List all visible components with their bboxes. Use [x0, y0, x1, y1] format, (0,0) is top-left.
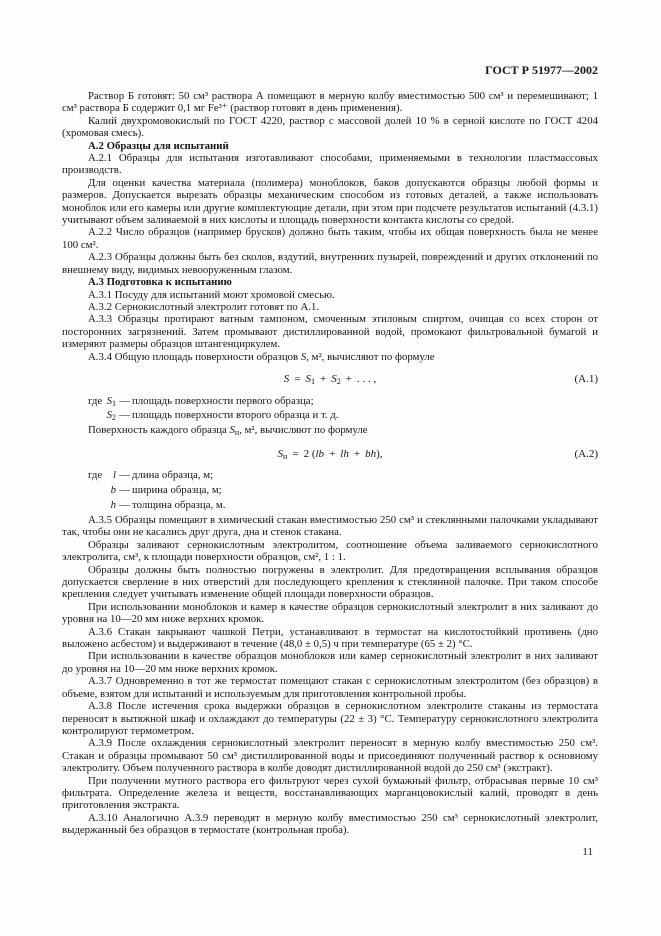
where-symbol: [103, 395, 116, 407]
where-symbol-letter: S: [106, 409, 112, 421]
where-dash: —: [119, 499, 130, 511]
where-dash: —: [119, 484, 130, 496]
text-block-upper: [62, 90, 598, 363]
paragraph-a2-3: А.2.3 Образцы должны быть без сколов, вздутий, внутренних пузырей, повреждений и других отклонений по внешнему виду, видимых невооруженным глазом.: [62, 251, 598, 276]
formula-a2-term1: lb: [315, 448, 325, 460]
where-prefix: [88, 484, 103, 496]
paragraph-monoblocks-2: При использовании в качестве образцов моноблоков или камер сернокислотный электролит в них заливают до уровня на 10—20 мм ниже верхних кромок.: [62, 650, 598, 675]
standard-header: ГОСТ Р 51977—2002: [485, 63, 598, 77]
where-prefix: где: [88, 395, 103, 407]
where-symbol-subscript: 1: [112, 399, 116, 409]
where-row-thickness: [88, 499, 598, 511]
paragraph-a3-5: А.3.5 Образцы помещают в химический стакан вместимостью 250 см³ и стеклянными палочками укладывают так, чтобы они не касались друг друга, дна и стенок стакана.: [62, 514, 598, 539]
formula-a1-term1: S: [305, 373, 311, 385]
where-dash: —: [119, 395, 130, 407]
formula-a2-lhs-subscript: н: [283, 452, 288, 462]
where-dash: —: [119, 469, 130, 481]
paragraph-a3-2: А.3.2 Сернокислотный электролит готовят по А.1.: [88, 300, 320, 313]
where-description: площадь поверхности первого образца;: [132, 395, 314, 407]
paragraph-each-sample-surface-text-end: , м², вычисляют по формуле: [239, 424, 368, 436]
formula-a2-plus1: +: [329, 448, 336, 460]
formula-a1-number: (А.1): [574, 373, 598, 385]
formula-a2-number: (А.2): [574, 448, 598, 460]
formula-a1-term1-subscript: 1: [310, 377, 316, 387]
formula-a2-lhs: S: [277, 448, 283, 460]
paragraph-solution-b: Раствор Б готовят: 50 см³ раствора А помещают в мерную колбу вместимостью 500 см³ и перемешивают; 1 см³ раствора Б содержит 0,1 мг Fe³⁺ (раствор готовят в день применения).: [62, 90, 598, 115]
formula-a2-plus2: +: [353, 448, 361, 460]
paragraph-a3-6: А.3.6 Стакан закрывают чашкой Петри, устанавливают в термостат на кислотостойкий противень (дно выложено асбестом) и выдерживают в течение (48,0 ± 0,5) ч при температуре (65 ± 2) °С.: [62, 625, 598, 651]
formula-a1-term2: S: [331, 373, 337, 385]
formula-a1-ellipsis: . . . ,: [357, 373, 377, 385]
symbol-sample-area-subscript: н: [234, 428, 240, 438]
where-row-s1: [88, 395, 598, 407]
section-heading-a3: А.3 Подготовка к испытанию: [88, 276, 232, 289]
paragraph-a3-3: А.3.3 Образцы протирают ватным тампоном, смоченным этиловым спиртом, очищая со всех сторон от посторонних загрязнений. Затем промывают дистиллированной водой, промокают фильтровальной бумагой и измеряют размеры образцов штангенциркулем.: [62, 313, 598, 351]
paragraph-material-quality: Для оценки качества материала (полимера) моноблоков, баков допускаются образцы любой формы и размеров. Допускается вырезать образцы механическим способом из готовых деталей, а также использовать моноблок или его камеры или другие комплектующие детали, при этом при подсчете результатов испытаний (4.3.1) учитывают объем заливаемой в них кислоты и площадь поверхности контакта кислоты со средой.: [62, 176, 598, 227]
formula-a2-term3: bh: [365, 448, 377, 460]
formula-a2: [62, 448, 598, 460]
where-row-width: [88, 484, 598, 496]
where-prefix: [88, 409, 103, 421]
formula-a2-equals: =: [292, 448, 299, 460]
text-block-lower: [62, 514, 598, 837]
where-prefix: [88, 499, 103, 511]
where-row-length: [88, 469, 598, 481]
paragraph-turbid-solution: При получении мутного раствора его фильтруют через сухой бумажный фильтр, отбрасывая первые 10 см³ фильтрата. Определение железа и веществ, восстанавливающих марганцовокислый калий, проводят в день приготовления экстракта.: [62, 774, 598, 812]
formula-a1-term2-subscript: 2: [336, 377, 341, 387]
paragraph-a3-9: А.3.9 После охлаждения сернокислотный электролит переносят в мерную колбу вместимостью 250 см³. Стакан и образцы промывают 50 см³ дистиллированной воды и присоединяют полученный раствор к основному электролиту. Объем полученного раствора в колбе доводят дистиллированной водой до 250 см³ (экстракт).: [62, 737, 598, 775]
where-symbol: h: [110, 499, 116, 511]
symbol-sample-area: S: [229, 424, 235, 436]
paragraph-a3-4: [62, 351, 598, 363]
formula-a2-factor: 2 (: [303, 448, 316, 460]
paragraph-a3-1: А.3.1 Посуду для испытаний моют хромовой смесью.: [88, 288, 335, 301]
where-symbol: b: [110, 484, 116, 496]
where-row-s2: [88, 409, 598, 421]
formula-a1-plus2: +: [345, 373, 353, 385]
paragraph-a3-8: А.3.8 После истечения срока выдержки образцов в сернокислотном электролите стаканы из термостата переносят в вытяжной шкаф и охлаждают до температуры (22 ± 3) °С. Температуру сернокислотного электролита контролируют термометром.: [62, 700, 598, 737]
where-description: длина образца, м;: [132, 469, 214, 481]
formula-a1: [62, 373, 598, 385]
paragraph-a2-1: А.2.1 Образцы для испытания изготавливают способами, применяемыми в технологии пластмассовых производств.: [62, 152, 598, 177]
paragraph-a2-2: А.2.2 Число образцов (например брусков) должно быть таким, чтобы их общая поверхность была не менее 100 см².: [62, 226, 598, 251]
where-dash: —: [119, 409, 130, 421]
where-description: ширина образца, м;: [132, 484, 222, 496]
where-description: площадь поверхности второго образца и т. д.: [132, 409, 339, 421]
where-symbol-subscript: 2: [112, 413, 116, 423]
paragraph-chromic-mixture: Калий двухромовокислый по ГОСТ 4220, раствор с массовой долей 10 % в серной кислоте по ГОСТ 4204 (хромовая смесь).: [62, 114, 598, 140]
formula-a1-lhs: S: [283, 373, 290, 385]
where-symbol-letter: S: [106, 395, 112, 407]
where-symbol: l: [113, 469, 116, 481]
formula-a1-plus1: +: [320, 373, 327, 385]
paragraph-monoblocks-1: При использовании моноблоков и камер в качестве образцов сернокислотный электролит в них заливают до уровня на 10—20 мм ниже верхних кромок.: [62, 600, 598, 626]
where-description: толщина образца, м.: [132, 499, 226, 511]
paragraph-a3-4-text-end: , м², вычисляют по формуле: [306, 350, 435, 363]
formula-a2-close: ),: [376, 448, 383, 460]
section-heading-a2: А.2 Образцы для испытаний: [88, 139, 229, 152]
symbol-total-area: S: [300, 350, 307, 363]
paragraph-a3-10: А.3.10 Аналогично А.3.9 переводят в мерную колбу вместимостью 250 см³ сернокислотный электролит, выдержанный без образцов в термостате (контрольная проба).: [62, 811, 598, 837]
formula-a2-term2: lh: [340, 448, 349, 460]
formula-a1-equals: =: [294, 373, 301, 385]
paragraph-each-sample-surface: [88, 424, 598, 436]
paragraph-a3-7: А.3.7 Одновременно в тот же термостат помещают стакан с сернокислотным электролитом (без образцов) в объеме, взятом для испытаний и используемым для приготовления контрольной пробы.: [62, 675, 598, 700]
paragraph-each-sample-surface-text: Поверхность каждого образца: [88, 424, 230, 436]
paragraph-fill-ratio: Образцы заливают сернокислотным электролитом, соотношение объема заливаемого сернокислотного электролита, см³, к площади поверхности образцов, см², 1 : 1.: [62, 538, 598, 564]
paragraph-a3-4-text: А.3.4 Общую площадь поверхности образцов: [88, 350, 301, 363]
paragraph-immersion: Образцы должны быть полностью погружены в электролит. Для предотвращения всплывания образцов допускается сверление в них отверстий для последующего крепления к стеклянной палочке. При таком способе крепления следует учитывать изменение общей площади поверхности образцов.: [62, 563, 598, 601]
page-number: 11: [582, 846, 593, 858]
where-prefix: где: [88, 469, 103, 481]
where-symbol: [103, 409, 116, 421]
